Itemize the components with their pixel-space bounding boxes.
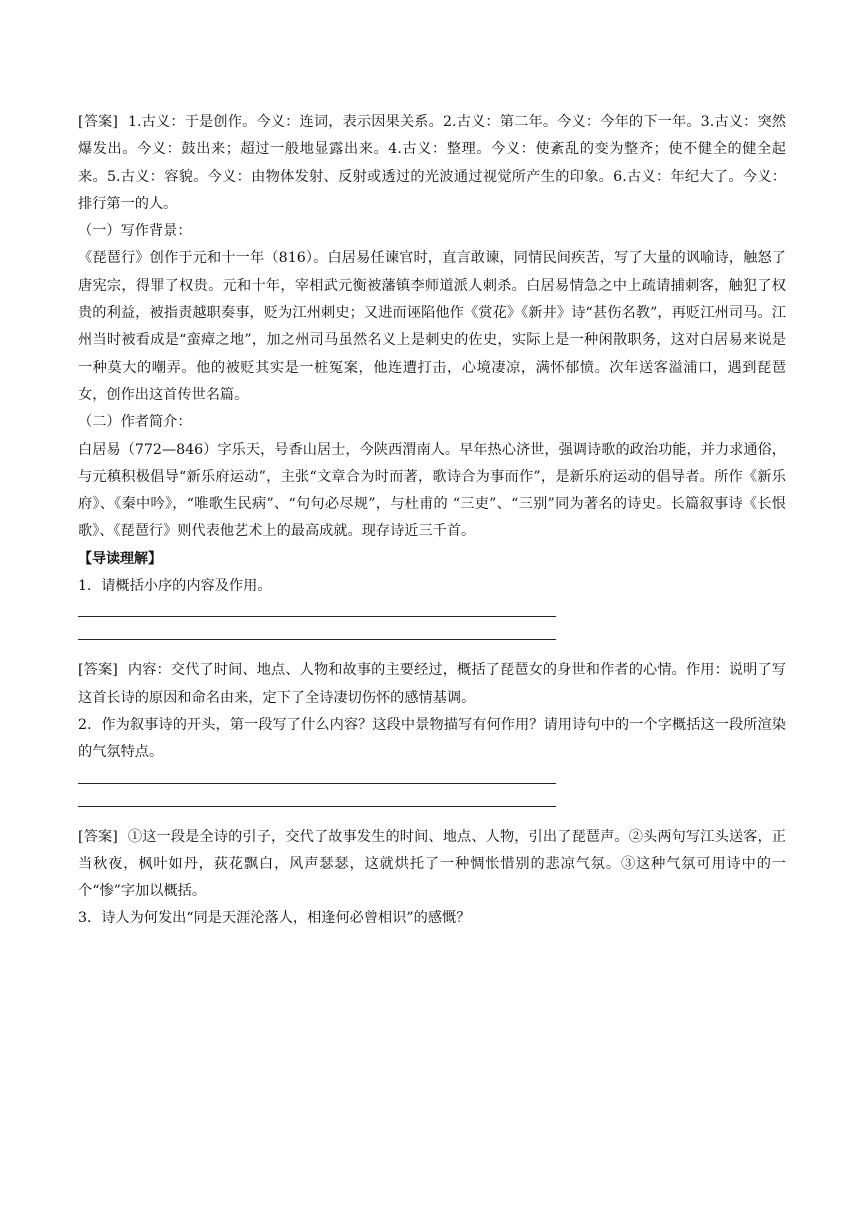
- author-text: 白居易（772—846）字乐天，号香山居士，今陕西渭南人。早年热心济世，强调诗歌的政治功能，并力求通俗，与元稹积极倡导“新乐府运动”，主张“文章合为时而著，歌诗合为事而作”，是新乐府运动的倡导者。所作《新乐府》、《秦中吟》，“唯歌生民病”、“句句必尽规”，与杜甫的 “三吏”、“三别”同为著名的诗史。长篇叙事诗《长恨歌》、《琵琶行》则代表他艺术上的最高成就。现存诗近三千首。: [78, 441, 786, 540]
- answer-paragraph-2: [78, 657, 786, 712]
- question-2: 2．作为叙事诗的开头，第一段写了什么内容？这段中景物描写有何作用？请用诗句中的一个字概括这一段所渲染的气氛特点。: [78, 716, 786, 761]
- answer-tag: [答案]: [78, 114, 118, 130]
- question-3: 3．诗人为何发出“同是天涯沦落人，相逢何必曾相识”的感慨？: [78, 910, 471, 927]
- section-heading: 【导读理解】: [78, 550, 162, 567]
- answer-text-3: ①这一段是全诗的引子，交代了故事发生的时间、地点、人物，引出了琵琶声。②头两句写江头送客，正当秋夜，枫叶如丹，荻花飘白，风声瑟瑟，这就烘托了一种惆怅惜别的悲凉气氛。③这种气氛可用诗中的一个“惨”字加以概括。: [78, 828, 786, 900]
- answer-text-2: 内容：交代了时间、地点、人物和故事的主要经过，概括了琵琶女的身世和作者的心情。作用：说明了写这首长诗的原因和命名由来，定下了全诗凄切伤怀的感情基调。: [78, 662, 786, 706]
- answer-paragraph-1: [78, 109, 786, 218]
- background-text: 《琵琶行》创作于元和十一年（816）。白居易任谏官时，直言敢谏，同情民间疾苦，写了大量的讽喻诗，触怒了唐宪宗，得罪了权贵。元和十年，宰相武元衡被藩镇李师道派人刺杀。白居易情急之中上疏请捕刺客，触犯了权贵的利益，被指责越职奏事，贬为江州刺史；又进而诬陷他作《赏花》《新井》诗“甚伤名教”，再贬江州司马。江州当时被看成是“蛮瘴之地”，加之州司马虽然名义上是刺史的佐史，实际上是一种闲散职务，这对白居易来说是一种莫大的嘲弄。他的被贬其实是一桩冤案，他连遭打击，心境凄凉，满怀郁愤。次年送客溢浦口，遇到琵琶女，创作出这首传世名篇。: [78, 250, 786, 403]
- question-1: 1．请概括小序的内容及作用。: [78, 578, 272, 595]
- answer-tag: [答案]: [78, 662, 118, 679]
- answer-text-1: 1.古义：于是创作。今义：连词，表示因果关系。2.古义：第二年。今义：今年的下一年。3.古义：突然爆发出。今义：鼓出来；超过一般地显露出来。4.古义：整理。今义：使紊乱的变为整齐；使不健全的健全起来。5.古义：容貌。今义：由物体发射、反射或透过的光波通过视觉所产生的印象。6.古义：年纪大了。今义：排行第一的人。: [78, 114, 786, 212]
- document-body: [78, 109, 786, 933]
- answer-paragraph-3: [78, 824, 786, 906]
- author-title: （二）作者简介：: [78, 414, 192, 431]
- answer-tag: [答案]: [78, 828, 118, 845]
- background-title: （一）写作背景：: [78, 223, 192, 240]
